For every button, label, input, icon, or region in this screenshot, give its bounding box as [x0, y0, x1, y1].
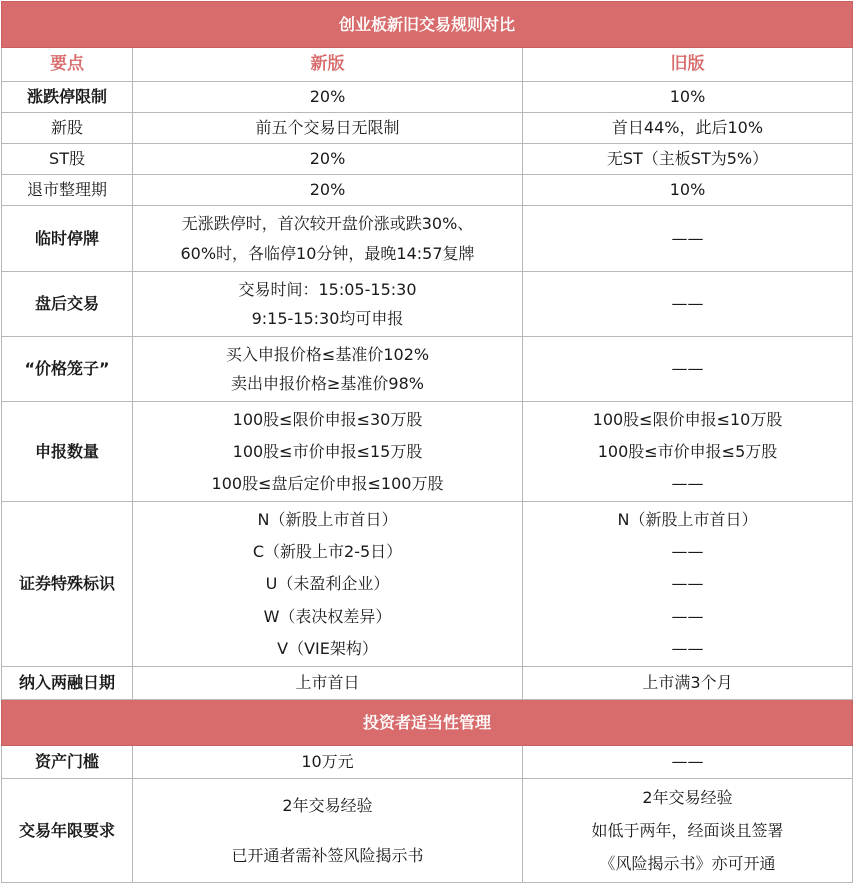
- old-value: 100股≤限价申报≤10万股 100股≤市价申报≤5万股 ——: [523, 402, 853, 502]
- row-key: 临时停牌: [2, 206, 133, 272]
- table-row: [2, 779, 853, 883]
- table-row: [2, 746, 853, 779]
- old-value: N（新股上市首日） —— —— —— ——: [523, 502, 853, 667]
- rules-comparison-table: [1, 1, 853, 883]
- table-row: [2, 402, 853, 502]
- row-key: 新股: [2, 113, 133, 144]
- row-key: “价格笼子”: [2, 337, 133, 402]
- old-value: 上市满3个月: [523, 667, 853, 700]
- row-key: ST股: [2, 144, 133, 175]
- section-title: 投资者适当性管理: [2, 700, 853, 746]
- table-row: [2, 82, 853, 113]
- table-row: [2, 272, 853, 337]
- row-key: 纳入两融日期: [2, 667, 133, 700]
- old-value: 2年交易经验 如低于两年，经面谈且签署 《风险揭示书》亦可开通: [523, 779, 853, 883]
- old-value: 无ST（主板ST为5%）: [523, 144, 853, 175]
- header-new: 新版: [133, 48, 523, 82]
- row-key: 退市整理期: [2, 175, 133, 206]
- table-row: [2, 502, 853, 667]
- new-value: 买入申报价格≤基准价102% 卖出申报价格≥基准价98%: [133, 337, 523, 402]
- old-value: 10%: [523, 175, 853, 206]
- new-value: 10万元: [133, 746, 523, 779]
- new-value: 20%: [133, 82, 523, 113]
- old-value: ——: [523, 337, 853, 402]
- row-key: 涨跌停限制: [2, 82, 133, 113]
- header-key: 要点: [2, 48, 133, 82]
- table-row: [2, 667, 853, 700]
- new-value: 20%: [133, 175, 523, 206]
- table-row: [2, 175, 853, 206]
- new-value: 无涨跌停时，首次较开盘价涨或跌30%、 60%时，各临停10分钟，最晚14:57复牌: [133, 206, 523, 272]
- new-value: 上市首日: [133, 667, 523, 700]
- new-value: 2年交易经验 已开通者需补签风险揭示书: [133, 779, 523, 883]
- row-key: 证券特殊标识: [2, 502, 133, 667]
- table-title: 创业板新旧交易规则对比: [2, 2, 853, 48]
- old-value: 首日44%，此后10%: [523, 113, 853, 144]
- table-row: [2, 113, 853, 144]
- old-value: ——: [523, 746, 853, 779]
- header-row: [2, 48, 853, 82]
- header-old: 旧版: [523, 48, 853, 82]
- section-row: [2, 700, 853, 746]
- table-row: [2, 144, 853, 175]
- old-value: 10%: [523, 82, 853, 113]
- new-value: 100股≤限价申报≤30万股 100股≤市价申报≤15万股 100股≤盘后定价申报≤100万股: [133, 402, 523, 502]
- old-value: ——: [523, 206, 853, 272]
- row-key: 盘后交易: [2, 272, 133, 337]
- new-value: 前五个交易日无限制: [133, 113, 523, 144]
- row-key: 申报数量: [2, 402, 133, 502]
- new-value: N（新股上市首日） C（新股上市2-5日） U（未盈利企业） W（表决权差异） V（VIE架构）: [133, 502, 523, 667]
- title-row: [2, 2, 853, 48]
- row-key: 资产门槛: [2, 746, 133, 779]
- old-value: ——: [523, 272, 853, 337]
- row-key: 交易年限要求: [2, 779, 133, 883]
- table-row: [2, 337, 853, 402]
- new-value: 交易时间：15:05-15:30 9:15-15:30均可申报: [133, 272, 523, 337]
- table-row: [2, 206, 853, 272]
- new-value: 20%: [133, 144, 523, 175]
